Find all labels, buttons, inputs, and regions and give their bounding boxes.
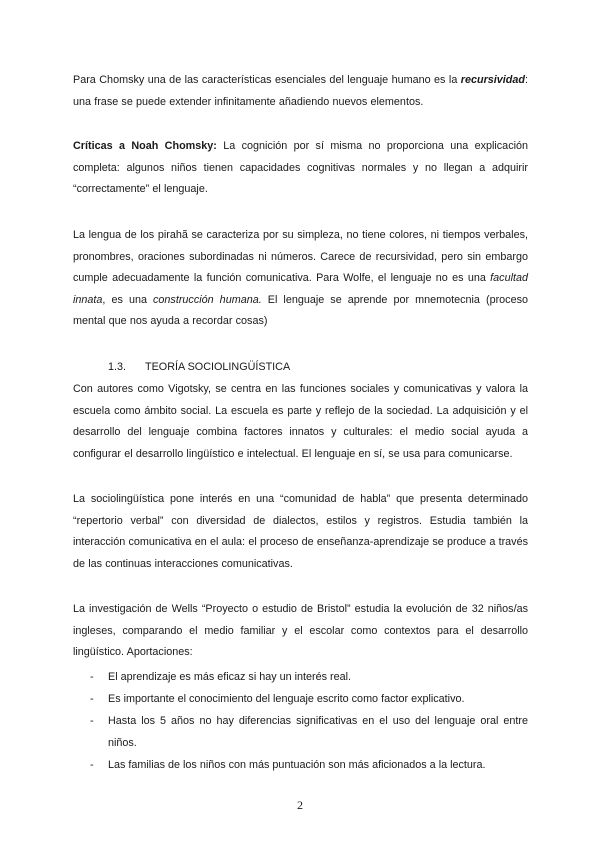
paragraph-text: : una frase se puede extender infinitamente añadiendo nuevos elementos. [73,74,528,108]
paragraph-text: La lengua de los pirahã se caracteriza por su simpleza, no tiene colores, ni tiempos verbales, pronombres, oraciones subordinadas ni números. Carece de recursividad, pero sin embargo cumple adecuadamente la función comunicativa. Para Wolfe, el lenguaje no es una [73,229,528,284]
bullet-dash: - [90,715,94,727]
list-item [73,666,528,688]
paragraph-piraha [73,225,528,333]
paragraph-text: El lenguaje se aprende por mnemotecnia (proceso mental que nos ayuda a recordar cosas) [73,293,528,327]
paragraph-recursividad [73,70,528,113]
list-item-text: Las familias de los niños con más puntuación son más aficionados a la lectura. [108,759,486,771]
list-item-text: Es importante el conocimiento del lenguaje escrito como factor explicativo. [108,693,465,705]
paragraph-criticas [73,136,528,201]
paragraph-text: La cognición por sí misma no proporciona una explicación completa: algunos niños tienen capacidades cognitivas normales y no llegan a adquirir “correctamente” el lenguaje. [73,140,528,195]
paragraph-vigotsky: Con autores como Vigotsky, se centra en las funciones sociales y comunicativas y valora la escuela como ámbito social. La escuela es parte y reflejo de la sociedad. La adquisición y el desarrollo del lenguaje combina factores innatos y culturales: el medio social ayuda a configurar el desarrollo lingüístico e intelectual. El lenguaje en sí, se usa para comunicarse. [73,383,528,460]
paragraph-text: , es una [102,293,154,306]
bullet-dash: - [90,693,94,705]
list-item [73,710,528,754]
list-item-text: Hasta los 5 años no hay diferencias significativas en el uso del lenguaje oral entre niños. [108,715,528,749]
criticas-label: Críticas a Noah Chomsky: [73,140,217,152]
section-heading [108,357,290,379]
bullet-dash: - [90,759,94,771]
emphasis-construccion-humana: construcción humana. [153,293,262,306]
section-title: TEORÍA SOCIOLINGÜÍSTICA [145,361,291,373]
emphasis-facultad-innata: facultad innata [73,272,528,306]
list-item-text: El aprendizaje es más eficaz si hay un interés real. [108,671,352,683]
document-page [73,0,528,848]
list-item [73,754,528,776]
aportaciones-list [73,666,528,776]
section-number: 1.3. [108,361,127,373]
page-number: 2 [297,798,303,812]
bullet-dash: - [90,671,94,683]
list-item [73,688,528,710]
paragraph-text: Para Chomsky una de las características esenciales del lenguaje humano es la [73,74,461,86]
paragraph-wells: La investigación de Wells “Proyecto o estudio de Bristol” estudia la evolución de 32 niños/as ingleses, comparando el medio familiar y el escolar como contextos para el desarrollo lingüístico. Aportaciones: [73,603,528,658]
paragraph-comunidad-habla: La sociolingüística pone interés en una “comunidad de habla” que presenta determinado “repertorio verbal” con diversidad de dialectos, estilos y registros. Estudia también la interacción comunicativa en el aula: el proceso de enseñanza-aprendizaje se produce a través de las continuas interacciones comunicativas. [73,493,528,570]
emphasis-recursividad: recursividad [460,74,525,86]
